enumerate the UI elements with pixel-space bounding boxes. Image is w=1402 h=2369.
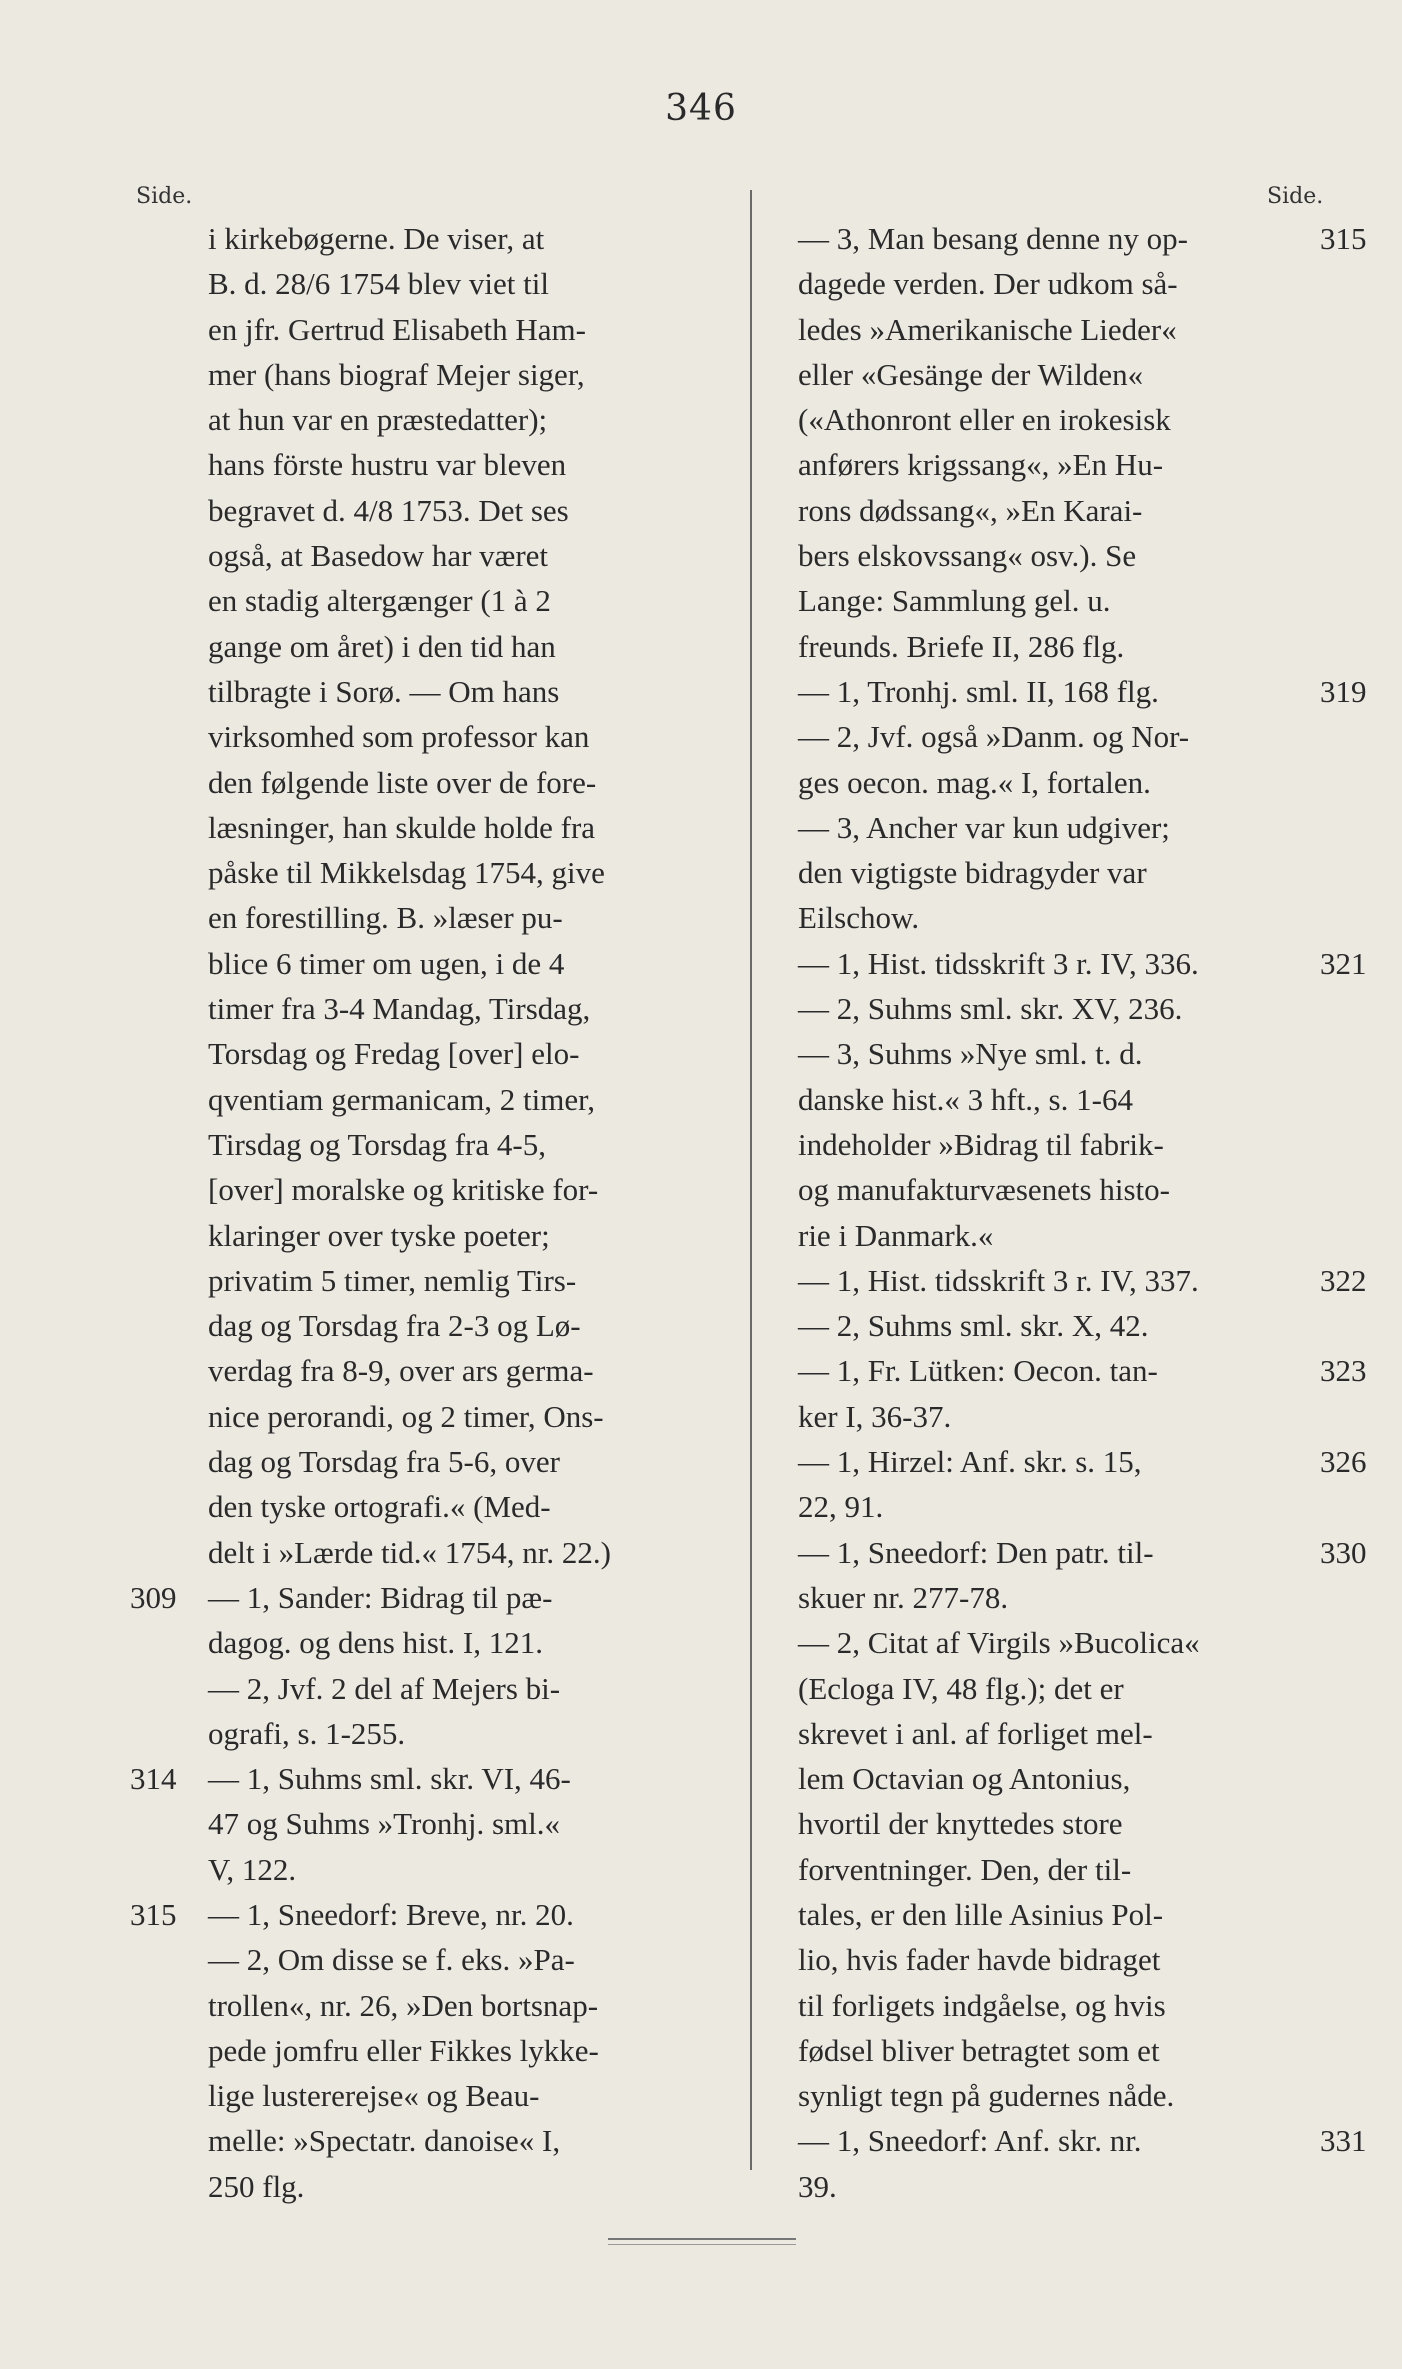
page-reference-number: 319 xyxy=(1320,673,1367,709)
text-line xyxy=(798,1122,1298,1167)
text-line xyxy=(208,1847,740,1892)
text-line xyxy=(798,2073,1298,2118)
line-text: dag og Torsdag fra 2-3 og Lø- xyxy=(208,1308,581,1344)
line-text: [over] moralske og kritiske for- xyxy=(208,1172,599,1208)
page-number: 346 xyxy=(665,88,737,129)
text-line xyxy=(798,850,1298,895)
line-text: rie i Danmark.« xyxy=(798,1217,994,1253)
text-line xyxy=(208,2118,740,2163)
line-text: — 2, Jvf. også »Danm. og Nor- xyxy=(798,719,1190,755)
text-line xyxy=(798,669,1367,714)
line-text: delt i »Lærde tid.« 1754, nr. 22.) xyxy=(208,1534,611,1570)
line-text: (Ecloga IV, 48 flg.); det er xyxy=(798,1670,1124,1706)
page-reference-number: 323 xyxy=(1320,1353,1367,1389)
text-line xyxy=(208,760,740,805)
text-line xyxy=(208,714,740,759)
text-line xyxy=(798,760,1298,805)
line-text: Tirsdag og Torsdag fra 4-5, xyxy=(208,1126,546,1162)
line-text: — 2, Suhms sml. skr. XV, 236. xyxy=(798,991,1183,1027)
line-text: ges oecon. mag.« I, fortalen. xyxy=(798,764,1151,800)
column-divider xyxy=(750,190,752,2170)
line-text: freunds. Briefe II, 286 flg. xyxy=(798,628,1125,664)
line-text: tales, er den lille Asinius Pol- xyxy=(798,1896,1164,1932)
text-line xyxy=(208,669,740,714)
line-text: privatim 5 timer, nemlig Tirs- xyxy=(208,1262,577,1298)
line-text: — 1, Sneedorf: Breve, nr. 20. xyxy=(208,1896,574,1932)
text-line xyxy=(798,397,1298,442)
text-line xyxy=(798,488,1298,533)
line-text: i kirkebøgerne. De viser, at xyxy=(208,221,545,256)
text-line xyxy=(208,1530,740,1575)
text-line xyxy=(208,1983,740,2028)
line-text: timer fra 3-4 Mandag, Tirsdag, xyxy=(208,991,591,1027)
line-text: — 3, Man besang denne ny op- xyxy=(798,221,1188,256)
line-text: bers elskovssang« osv.). Se xyxy=(798,538,1137,574)
left-column xyxy=(130,216,740,2209)
text-line xyxy=(798,1031,1298,1076)
text-line xyxy=(798,1620,1298,1665)
text-line xyxy=(798,805,1298,850)
line-text: — 2, Suhms sml. skr. X, 42. xyxy=(798,1308,1149,1344)
line-text: ografi, s. 1-255. xyxy=(208,1715,406,1751)
text-line xyxy=(208,2073,740,2118)
line-text: — 1, Sneedorf: Anf. skr. nr. xyxy=(798,2123,1142,2159)
text-line xyxy=(798,1847,1298,1892)
text-line xyxy=(208,261,740,306)
page-reference-number: 322 xyxy=(1320,1262,1367,1298)
text-line xyxy=(798,2118,1367,2163)
text-line xyxy=(208,1122,740,1167)
line-text: klaringer over tyske poeter; xyxy=(208,1217,550,1253)
text-line xyxy=(208,1484,740,1529)
line-text: anførers krigssang«, »En Hu- xyxy=(798,447,1164,483)
line-text: forventninger. Den, der til- xyxy=(798,1851,1132,1887)
bottom-rule-thin xyxy=(608,2244,796,2245)
text-line xyxy=(798,2164,1298,2209)
text-line xyxy=(208,1937,740,1982)
line-text: ledes »Amerikanische Lieder« xyxy=(798,311,1177,347)
line-text: 39. xyxy=(798,2168,837,2204)
line-text: læsninger, han skulde holde fra xyxy=(208,809,596,845)
text-line xyxy=(798,1348,1367,1393)
text-line xyxy=(208,2028,740,2073)
line-text: dagede verden. Der udkom så- xyxy=(798,266,1178,302)
text-line xyxy=(798,1756,1298,1801)
line-text: danske hist.« 3 hft., s. 1-64 xyxy=(798,1081,1133,1117)
line-text: — 3, Suhms »Nye sml. t. d. xyxy=(798,1036,1143,1072)
line-text: («Athonront eller en irokesisk xyxy=(798,402,1171,438)
line-text: trollen«, nr. 26, »Den bortsnap- xyxy=(208,1987,599,2023)
line-text: Torsdag og Fredag [over] elo- xyxy=(208,1036,580,1072)
text-line xyxy=(208,216,740,261)
line-text: den vigtigste bidragyder var xyxy=(798,855,1147,891)
text-line xyxy=(798,1530,1367,1575)
text-line xyxy=(798,1575,1298,1620)
line-text: den følgende liste over de fore- xyxy=(208,764,597,800)
line-text: ker I, 36-37. xyxy=(798,1398,952,1434)
line-text: 250 flg. xyxy=(208,2168,305,2204)
line-text: — 1, Hist. tidsskrift 3 r. IV, 336. xyxy=(798,945,1199,981)
line-text: — 2, Om disse se f. eks. »Pa- xyxy=(208,1942,575,1978)
line-text: — 1, Sander: Bidrag til pæ- xyxy=(208,1579,553,1615)
text-line xyxy=(208,442,740,487)
text-line xyxy=(798,1892,1298,1937)
line-text: virksomhed som professor kan xyxy=(208,719,590,755)
text-line xyxy=(130,1756,740,1801)
line-text: skuer nr. 277-78. xyxy=(798,1579,1009,1615)
text-line xyxy=(798,352,1298,397)
text-line xyxy=(208,986,740,1031)
text-line xyxy=(798,714,1298,759)
line-text: den tyske ortografi.« (Med- xyxy=(208,1489,551,1525)
text-line xyxy=(798,1258,1367,1303)
line-text: dag og Torsdag fra 5-6, over xyxy=(208,1444,560,1480)
text-line xyxy=(798,624,1298,669)
text-line xyxy=(208,488,740,533)
line-text: Eilschow. xyxy=(798,900,920,936)
line-text: V, 122. xyxy=(208,1851,297,1887)
text-line xyxy=(798,307,1298,352)
text-line xyxy=(208,1031,740,1076)
line-text: hvortil der knyttedes store xyxy=(798,1806,1123,1842)
text-line xyxy=(798,1937,1298,1982)
text-line xyxy=(798,1213,1298,1258)
line-text: og manufakturvæsenets histo- xyxy=(798,1172,1170,1208)
line-text: gange om året) i den tid han xyxy=(208,628,556,664)
line-text: 22, 91. xyxy=(798,1489,884,1525)
text-line xyxy=(208,850,740,895)
text-line xyxy=(798,1484,1298,1529)
page-reference-number: 315 xyxy=(130,1896,177,1932)
page-reference-number: 315 xyxy=(1320,221,1367,256)
line-text: til forligets indgåelse, og hvis xyxy=(798,1987,1166,2023)
text-line xyxy=(798,442,1298,487)
line-text: Lange: Sammlung gel. u. xyxy=(798,583,1111,619)
right-column xyxy=(798,216,1367,2209)
text-line xyxy=(208,1258,740,1303)
text-line xyxy=(130,1892,740,1937)
line-text: begravet d. 4/8 1753. Det ses xyxy=(208,492,569,528)
text-line xyxy=(208,1167,740,1212)
page-reference-number: 326 xyxy=(1320,1444,1367,1480)
line-text: — 3, Ancher var kun udgiver; xyxy=(798,809,1170,845)
page-reference-number: 314 xyxy=(130,1761,177,1797)
text-line xyxy=(208,578,740,623)
text-line xyxy=(208,1213,740,1258)
text-line xyxy=(208,624,740,669)
line-text: lem Octavian og Antonius, xyxy=(798,1761,1131,1797)
line-text: påske til Mikkelsdag 1754, give xyxy=(208,855,605,891)
line-text: dagog. og dens hist. I, 121. xyxy=(208,1625,543,1661)
line-text: hans förste hustru var bleven xyxy=(208,447,567,483)
line-text: qventiam germanicam, 2 timer, xyxy=(208,1081,595,1117)
text-line xyxy=(798,2028,1298,2073)
text-line xyxy=(208,1439,740,1484)
bottom-rule xyxy=(608,2238,796,2240)
text-line xyxy=(798,261,1298,306)
line-text: en stadig altergænger (1 à 2 xyxy=(208,583,551,619)
line-text: en forestilling. B. »læser pu- xyxy=(208,900,563,936)
line-text: verdag fra 8-9, over ars germa- xyxy=(208,1353,594,1389)
text-line xyxy=(798,1983,1298,2028)
line-text: mer (hans biograf Mejer siger, xyxy=(208,356,585,392)
text-line xyxy=(798,578,1298,623)
line-text: nice perorandi, og 2 timer, Ons- xyxy=(208,1398,604,1434)
text-line xyxy=(208,307,740,352)
line-text: 47 og Suhms »Tronhj. sml.« xyxy=(208,1806,560,1842)
text-line xyxy=(208,1620,740,1665)
text-line xyxy=(208,1348,740,1393)
line-text: indeholder »Bidrag til fabrik- xyxy=(798,1126,1164,1162)
page-reference-number: 321 xyxy=(1320,945,1367,981)
page-reference-number: 330 xyxy=(1320,1534,1367,1570)
page-reference-number: 309 xyxy=(130,1579,177,1615)
line-text: — 2, Citat af Virgils »Bucolica« xyxy=(798,1625,1200,1661)
line-text: — 1, Sneedorf: Den patr. til- xyxy=(798,1534,1154,1570)
text-line xyxy=(798,1439,1367,1484)
text-line xyxy=(798,1801,1298,1846)
line-text: tilbragte i Sorø. — Om hans xyxy=(208,673,560,709)
text-line xyxy=(130,1575,740,1620)
text-line xyxy=(208,941,740,986)
line-text: også, at Basedow har været xyxy=(208,538,549,574)
line-text: eller «Gesänge der Wilden« xyxy=(798,356,1144,392)
text-line xyxy=(798,1711,1298,1756)
text-line xyxy=(208,1666,740,1711)
side-label-right: Side. xyxy=(1267,184,1324,209)
text-line xyxy=(208,1394,740,1439)
text-line xyxy=(208,352,740,397)
text-line xyxy=(798,533,1298,578)
text-line xyxy=(798,1666,1298,1711)
line-text: lio, hvis fader havde bidraget xyxy=(798,1942,1161,1978)
line-text: skrevet i anl. af forliget mel- xyxy=(798,1715,1153,1751)
text-line xyxy=(208,1077,740,1122)
text-line xyxy=(798,1394,1298,1439)
side-label-left: Side. xyxy=(136,184,193,209)
line-text: — 1, Hist. tidsskrift 3 r. IV, 337. xyxy=(798,1262,1199,1298)
text-line xyxy=(208,1711,740,1756)
line-text: — 1, Hirzel: Anf. skr. s. 15, xyxy=(798,1444,1142,1480)
text-line xyxy=(798,1303,1298,1348)
text-line xyxy=(798,895,1298,940)
text-line xyxy=(798,216,1367,261)
line-text: — 1, Tronhj. sml. II, 168 flg. xyxy=(798,673,1159,709)
text-line xyxy=(208,2164,740,2209)
text-line xyxy=(798,1077,1298,1122)
line-text: fødsel bliver betragtet som et xyxy=(798,2032,1160,2068)
line-text: en jfr. Gertrud Elisabeth Ham- xyxy=(208,311,586,347)
text-line xyxy=(208,533,740,578)
line-text: pede jomfru eller Fikkes lykke- xyxy=(208,2032,599,2068)
line-text: at hun var en præstedatter); xyxy=(208,402,548,438)
line-text: rons dødssang«, »En Karai- xyxy=(798,492,1143,528)
line-text: blice 6 timer om ugen, i de 4 xyxy=(208,945,565,981)
text-line xyxy=(208,895,740,940)
line-text: — 1, Fr. Lütken: Oecon. tan- xyxy=(798,1353,1158,1389)
text-line xyxy=(208,397,740,442)
text-line xyxy=(798,941,1367,986)
page-reference-number: 331 xyxy=(1320,2123,1367,2159)
line-text: B. d. 28/6 1754 blev viet til xyxy=(208,266,549,302)
line-text: melle: »Spectatr. danoise« I, xyxy=(208,2123,561,2159)
line-text: — 1, Suhms sml. skr. VI, 46- xyxy=(208,1761,571,1797)
line-text: synligt tegn på gudernes nåde. xyxy=(798,2078,1175,2114)
line-text: — 2, Jvf. 2 del af Mejers bi- xyxy=(208,1670,561,1706)
line-text: lige lustererejse« og Beau- xyxy=(208,2078,540,2114)
text-line xyxy=(208,1303,740,1348)
text-line xyxy=(798,1167,1298,1212)
text-line xyxy=(798,986,1298,1031)
text-line xyxy=(208,805,740,850)
text-line xyxy=(208,1801,740,1846)
